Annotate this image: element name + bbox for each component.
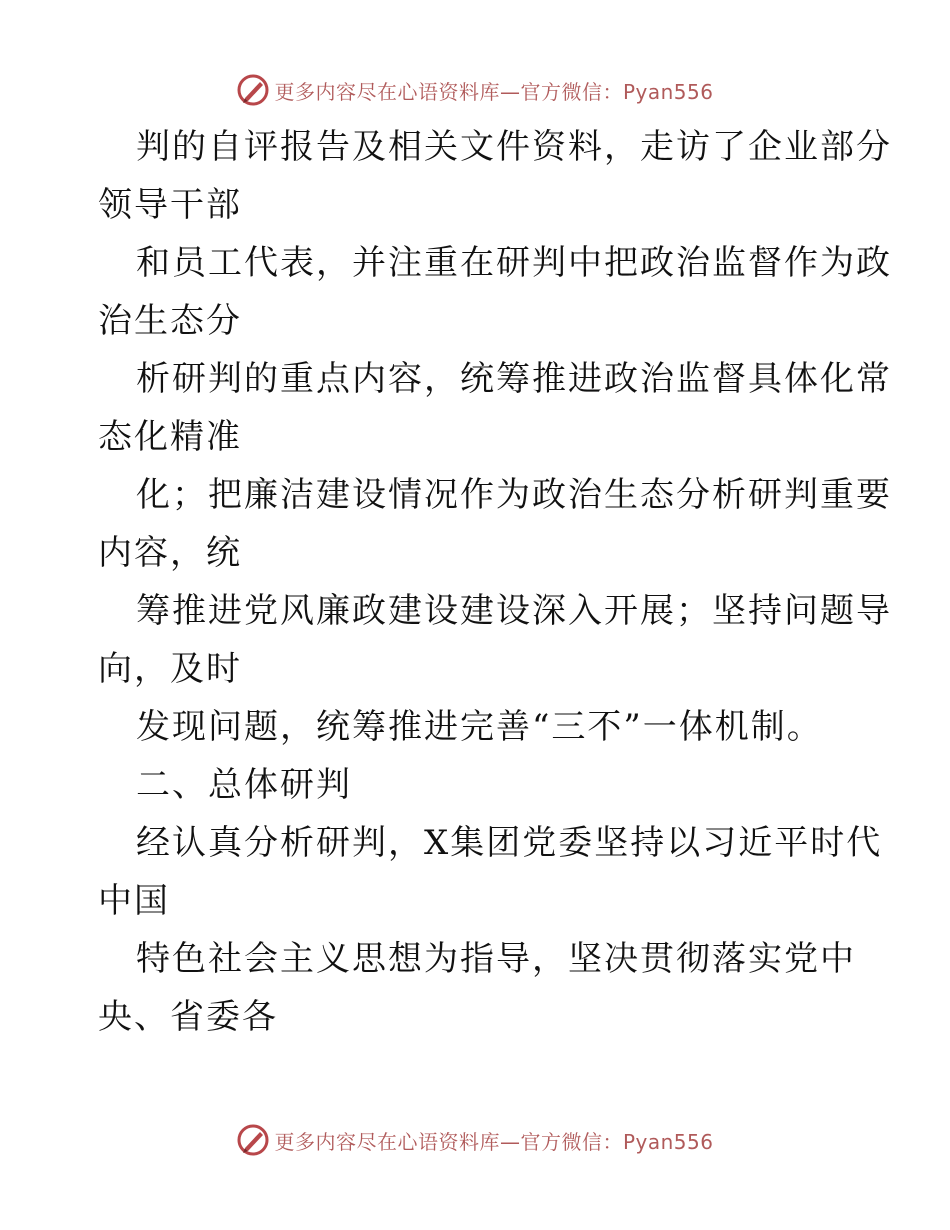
text-line: 筹推进党风廉政建设建设深入开展；坚持问题导 <box>136 591 892 631</box>
document-body <box>98 118 892 1046</box>
text-line: 化；把廉洁建设情况作为政治生态分析研判重要 <box>136 475 892 515</box>
text-line: 中国 <box>98 881 170 921</box>
text-line: 央、省委各 <box>98 997 278 1037</box>
footer-banner <box>0 1120 950 1160</box>
pen-logo-icon <box>236 1123 270 1157</box>
text-line: 判的自评报告及相关文件资料，走访了企业部分 <box>136 127 892 167</box>
footer-banner-text: 更多内容尽在心语资料库—官方微信：Pyan556 <box>274 1129 714 1154</box>
section-heading: 二、总体研判 <box>136 765 352 805</box>
text-line: 析研判的重点内容，统筹推进政治监督具体化常 <box>136 359 892 399</box>
text-line: 内容，统 <box>98 533 242 573</box>
text-line: 向，及时 <box>98 649 242 689</box>
text-line: 经认真分析研判，X集团党委坚持以习近平时代 <box>136 823 883 863</box>
header-banner <box>0 70 950 110</box>
text-line: 领导干部 <box>98 185 242 225</box>
header-banner-text: 更多内容尽在心语资料库—官方微信：Pyan556 <box>274 79 714 104</box>
text-line: 态化精准 <box>98 417 242 457</box>
text-line: 和员工代表，并注重在研判中把政治监督作为政 <box>136 243 892 283</box>
text-line: 发现问题，统筹推进完善“三不”一体机制。 <box>136 707 823 747</box>
pen-logo-icon <box>236 73 270 107</box>
text-line: 特色社会主义思想为指导，坚决贯彻落实党中 <box>136 939 856 979</box>
text-line: 治生态分 <box>98 301 242 341</box>
